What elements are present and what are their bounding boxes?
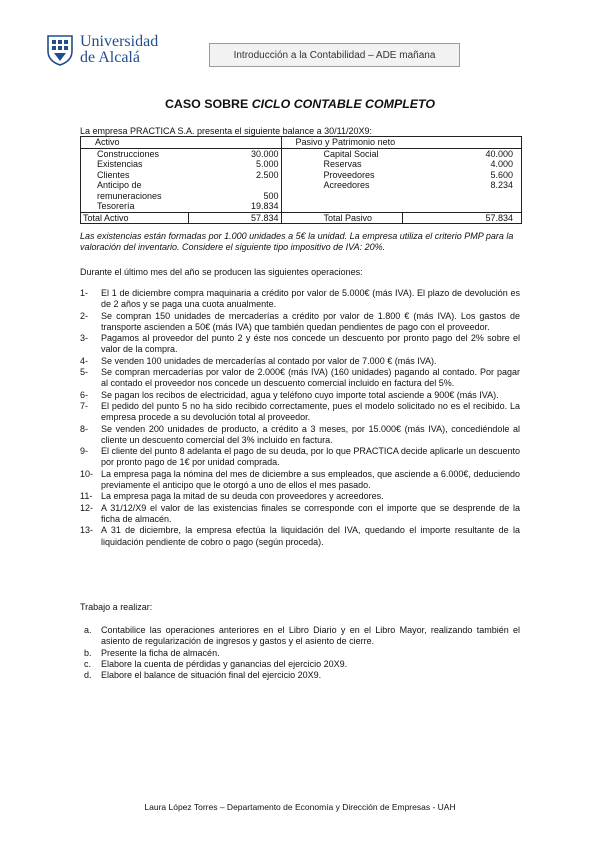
- inventory-note: Las existencias están formadas por 1.000 unidades a 5€ la unidad. La empresa utiliza el criterio PMP para la valoración del inventario. Considere el siguiente tipo impositivo de IVA: 20%.: [80, 231, 514, 252]
- activo-value: 30.000: [251, 148, 279, 159]
- tasks-list: [80, 625, 520, 681]
- list-item: [80, 648, 520, 659]
- activo-label: Tesorería: [97, 201, 135, 211]
- item-text: A 31 de diciembre, la empresa efectúa la liquidación del IVA, quedando el importe resultante de la liquidación pendiente de cobro o pago (según proceda).: [101, 525, 520, 547]
- activo-value: 2.500: [256, 169, 279, 180]
- item-text: Se venden 100 unidades de mercaderías al contado por valor de 7.000 € (más IVA).: [101, 355, 437, 366]
- header-activo: Activo: [81, 137, 282, 149]
- pasivo-values: [403, 148, 522, 212]
- list-item: [80, 525, 520, 548]
- item-text: El cliente del punto 8 adelanta el pago de su deuda, por lo que PRACTICA decide aplicarle un descuento por pronto pago de 1€ por unidad comprada.: [101, 446, 520, 468]
- pasivo-value: 5.600: [490, 169, 513, 180]
- item-text: Elabore la cuenta de pérdidas y ganancias del ejercicio 20X9.: [101, 658, 348, 669]
- list-item: [80, 424, 520, 447]
- item-number: 4-: [80, 355, 89, 366]
- activo-label: Existencias: [97, 159, 143, 169]
- item-number: 10-: [80, 468, 94, 479]
- item-number: 12-: [80, 502, 94, 513]
- item-text: Presente la ficha de almacén.: [101, 647, 220, 658]
- item-number: 8-: [80, 423, 89, 434]
- list-item: [80, 625, 520, 648]
- item-number: 1-: [80, 288, 89, 298]
- item-text: Elabore el balance de situación final del ejercicio 20X9.: [101, 670, 322, 681]
- intro-text: La empresa PRACTICA S.A. presenta el siguiente balance a 30/11/20X9:: [80, 126, 373, 136]
- total-activo-value: 57.834: [188, 212, 281, 224]
- pasivo-label: Proveedores: [323, 169, 375, 180]
- item-letter: c.: [84, 658, 92, 669]
- crest-icon: [45, 33, 75, 67]
- item-number: 11-: [80, 491, 93, 502]
- list-item: [80, 288, 520, 311]
- activo-label: remuneraciones: [97, 190, 162, 201]
- activo-labels: [81, 148, 189, 212]
- item-number: 6-: [80, 389, 89, 400]
- item-text: Pagamos al proveedor del punto 2 y éste nos concede un descuento por pronto pago del 2% sobre el valor de la compra.: [101, 333, 520, 355]
- item-text: La empresa paga la mitad de su deuda con proveedores y acreedores.: [101, 491, 384, 502]
- activo-value: 5.000: [256, 159, 279, 169]
- course-banner: Introducción a la Contabilidad – ADE mañana: [209, 43, 460, 67]
- list-item: [80, 390, 520, 401]
- title-prefix: CASO SOBRE: [164, 97, 252, 111]
- pasivo-value: 8.234: [490, 180, 513, 190]
- item-text: El pedido del punto 5 no ha sido recibido correctamente, pues el modelo solicitado no es el recibido. La empresa procede a su devolución total al proveedor.: [101, 400, 520, 423]
- item-text: A 31/12/X9 el valor de las existencias finales se corresponde con el importe que se desprende de la ficha de almacén.: [101, 502, 520, 524]
- activo-label: Construcciones: [97, 148, 160, 159]
- item-number: 5-: [80, 367, 89, 378]
- university-logo: [45, 33, 158, 67]
- list-item: [80, 659, 520, 670]
- total-pasivo-value: 57.834: [403, 212, 522, 224]
- item-letter: b.: [84, 647, 92, 658]
- activo-value: 500: [263, 190, 279, 201]
- list-item: [80, 503, 520, 526]
- pasivo-label: Acreedores: [323, 180, 370, 190]
- header-pasivo: Pasivo y Patrimonio neto: [281, 137, 521, 149]
- operations-lead: Durante el último mes del año se producen las siguientes operaciones:: [80, 267, 363, 277]
- item-number: 7-: [80, 400, 89, 411]
- item-number: 13-: [80, 525, 94, 536]
- item-number: 2-: [80, 310, 89, 321]
- university-name: [80, 34, 158, 66]
- list-item: [80, 491, 520, 502]
- activo-value: 19.834: [251, 201, 279, 211]
- item-text: Contabilice las operaciones anteriores en el Libro Diario y en el Libro Mayor, realizando también el asiento de regularización de ingresos y gastos y el asiento de cierre.: [101, 625, 520, 647]
- logo-line-2: de Alcalá: [80, 49, 140, 66]
- item-number: 9-: [80, 446, 89, 457]
- list-item: [80, 469, 520, 492]
- activo-value: [190, 180, 278, 191]
- pasivo-value: 4.000: [490, 159, 513, 169]
- operations-list: [80, 288, 520, 548]
- tasks-heading: Trabajo a realizar:: [80, 602, 153, 612]
- list-item: [80, 670, 520, 681]
- list-item: [80, 311, 520, 334]
- activo-label: Clientes: [97, 169, 130, 180]
- activo-label: Anticipo de: [97, 180, 142, 190]
- pasivo-label: Capital Social: [323, 148, 379, 159]
- item-text: El 1 de diciembre compra maquinaria a crédito por valor de 5.000€ (más IVA). El plazo de devolución es de 2 años y se paga una cuota anualmente.: [101, 288, 520, 310]
- balance-table: [80, 136, 522, 224]
- activo-values: [188, 148, 281, 212]
- total-pasivo-label: Total Pasivo: [281, 212, 403, 224]
- logo-line-1: Universidad: [80, 33, 159, 50]
- pasivo-value: 40.000: [485, 148, 513, 159]
- item-text: Se compran 150 unidades de mercaderías a crédito por valor de 1.800 € (más IVA). Los gastos de transporte ascienden a 50€ (más IVA) que también quedan pendientes de pago con el proveedor.: [101, 310, 520, 332]
- item-text: Se venden 200 unidades de producto, a crédito a 3 meses, por 15.000€ (más IVA), concediéndole al cliente un descuento comercial del 3% incluido en factura.: [101, 423, 520, 445]
- title-emphasis: CICLO CONTABLE COMPLETO: [251, 97, 436, 111]
- list-item: [80, 446, 520, 469]
- item-text: Se pagan los recibos de electricidad, agua y teléfono cuyo importe total asciende a 900€ (más IVA).: [101, 389, 499, 400]
- list-item: [80, 356, 520, 367]
- item-text: La empresa paga la nómina del mes de diciembre a sus empleados, que asciende a 6.000€, deduciendo previamente el anticipo que le otorgó a uno de ellos el mes pasado.: [101, 468, 520, 491]
- item-number: 3-: [80, 333, 89, 344]
- total-activo-label: Total Activo: [81, 212, 189, 224]
- page-footer: Laura López Torres – Departamento de Economía y Dirección de Empresas - UAH: [144, 802, 456, 812]
- item-text: Se compran mercaderías por valor de 2.000€ (más IVA) (160 unidades) pagando al contado. Por pagar al contado el proveedor nos concede un descuento comercial incluido en factura del 5%.: [101, 367, 520, 389]
- pasivo-labels: [281, 148, 403, 212]
- item-letter: a.: [84, 625, 92, 635]
- list-item: [80, 333, 520, 356]
- item-letter: d.: [84, 670, 92, 681]
- list-item: [80, 367, 520, 390]
- page-title: [0, 97, 600, 111]
- pasivo-label: Reservas: [323, 159, 362, 169]
- list-item: [80, 401, 520, 424]
